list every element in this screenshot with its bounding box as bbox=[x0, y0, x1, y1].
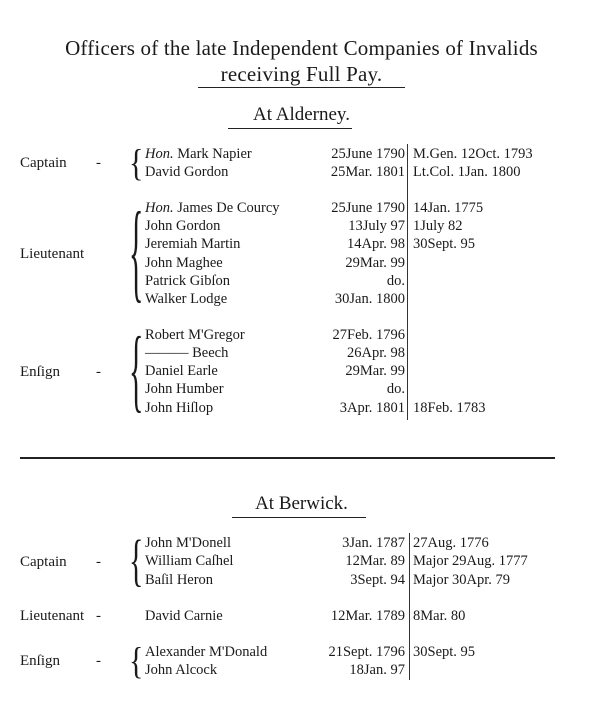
name-text: James De Courcy bbox=[173, 200, 280, 216]
brace-icon: { bbox=[129, 530, 144, 593]
commission-date: 26Apr. 98 bbox=[347, 345, 405, 361]
rank-dash: - bbox=[96, 155, 101, 171]
commission-date: 29Mar. 99 bbox=[345, 255, 405, 271]
officer-name bbox=[145, 327, 245, 344]
rank-label: Enſign bbox=[20, 653, 60, 669]
army-rank-date: 27Aug. 1776 bbox=[413, 535, 489, 551]
name-text: John Gordon bbox=[145, 218, 221, 234]
officer-name bbox=[145, 381, 224, 398]
section-heading-alderney: At Alderney. bbox=[253, 104, 350, 125]
rank-label: Enſign bbox=[20, 363, 60, 380]
name-text: Walker Lodge bbox=[145, 291, 228, 307]
rank-label: Captain bbox=[20, 155, 67, 171]
commission-date: 27Feb. 1796 bbox=[332, 327, 405, 343]
name-prefix: Hon. bbox=[145, 146, 174, 162]
name-text: Alexander M'Donald bbox=[145, 644, 268, 660]
name-text: William Caſhel bbox=[145, 553, 234, 569]
commission-date: 25Mar. 1801 bbox=[330, 164, 405, 180]
army-rank-date: M.Gen. 12Oct. 1793 bbox=[413, 146, 533, 162]
name-text: John Maghee bbox=[145, 255, 223, 271]
officer-name bbox=[145, 200, 280, 217]
officer-name bbox=[145, 291, 227, 308]
commission-date: 30Jan. 1800 bbox=[334, 291, 405, 307]
section-underline-berwick bbox=[232, 517, 366, 518]
army-rank-date: 14Jan. 1775 bbox=[413, 200, 484, 216]
commission-date: 12Mar. 1789 bbox=[330, 608, 405, 624]
rank-dash: - bbox=[96, 553, 101, 570]
commission-date: do. bbox=[386, 381, 405, 397]
commission-date: 3Jan. 1787 bbox=[342, 535, 405, 551]
section-heading-berwick: At Berwick. bbox=[255, 493, 348, 514]
commission-date: 12Mar. 89 bbox=[345, 553, 405, 569]
officer-name bbox=[145, 553, 233, 570]
commission-date: 25June 1790 bbox=[331, 146, 405, 162]
name-text: John Humber bbox=[145, 381, 224, 397]
officer-name bbox=[145, 273, 230, 290]
army-rank-date: Lt.Col. 1Jan. 1800 bbox=[413, 164, 521, 180]
officer-name bbox=[145, 572, 213, 589]
army-rank-date: 30Sept. 95 bbox=[413, 236, 476, 252]
commission-date: 3Apr. 1801 bbox=[339, 400, 405, 416]
page-title: Officers of the late Independent Companies of Invalids bbox=[65, 36, 538, 60]
page-subtitle: receiving Full Pay. bbox=[220, 62, 383, 86]
name-text: John Hiſlop bbox=[145, 400, 214, 416]
name-text: ——— Beech bbox=[145, 345, 229, 361]
rank-dash: - bbox=[96, 608, 101, 624]
name-text: John M'Donell bbox=[145, 535, 231, 551]
column-rule bbox=[407, 144, 408, 420]
name-text: Patrick Gibſon bbox=[145, 273, 230, 289]
officer-name bbox=[145, 146, 252, 163]
commission-date: 18Jan. 97 bbox=[349, 662, 405, 678]
name-text: Robert M'Gregor bbox=[145, 327, 245, 343]
army-rank-date: 18Feb. 1783 bbox=[413, 400, 486, 416]
rank-label: Captain bbox=[20, 553, 67, 570]
commission-date: 3Sept. 94 bbox=[350, 572, 405, 588]
officer-name bbox=[145, 363, 218, 380]
commission-date: 21Sept. 1796 bbox=[328, 644, 405, 660]
officer-name bbox=[145, 608, 223, 625]
officer-name bbox=[145, 236, 240, 253]
rank-dash: - bbox=[96, 363, 101, 380]
section-divider bbox=[20, 457, 555, 459]
officer-name bbox=[145, 345, 228, 362]
rank-label: Lieutenant bbox=[20, 245, 85, 262]
name-text: Daniel Earle bbox=[145, 363, 218, 379]
officer-name bbox=[145, 255, 223, 272]
name-text: John Alcock bbox=[145, 662, 218, 678]
brace-icon: { bbox=[129, 640, 144, 683]
rank-dash: - bbox=[96, 653, 101, 669]
commission-date: 25June 1790 bbox=[331, 200, 405, 216]
name-prefix: Hon. bbox=[145, 200, 174, 216]
army-rank-date: 30Sept. 95 bbox=[413, 644, 476, 660]
army-rank-date: 1July 82 bbox=[413, 218, 463, 234]
army-rank-date: 8Mar. 80 bbox=[413, 608, 466, 624]
name-text: Jeremiah Martin bbox=[145, 236, 241, 252]
name-text: Baſil Heron bbox=[145, 572, 214, 588]
name-text: David Gordon bbox=[145, 164, 229, 180]
rank-label: Lieutenant bbox=[20, 608, 85, 624]
officer-name bbox=[145, 400, 213, 417]
officer-name bbox=[145, 535, 231, 552]
army-rank-date: Major 29Aug. 1777 bbox=[413, 553, 528, 569]
name-text: Mark Napier bbox=[173, 146, 252, 162]
commission-date: 13July 97 bbox=[348, 218, 405, 234]
commission-date: 14Apr. 98 bbox=[347, 236, 405, 252]
officer-name bbox=[145, 644, 267, 661]
army-rank-date: Major 30Apr. 79 bbox=[413, 572, 511, 588]
name-text: David Carnie bbox=[145, 608, 223, 624]
title-underline bbox=[198, 87, 405, 88]
officer-name bbox=[145, 662, 217, 679]
section-underline-alderney bbox=[228, 128, 352, 129]
brace-icon: { bbox=[129, 319, 144, 423]
officer-name bbox=[145, 164, 228, 181]
commission-date: 29Mar. 99 bbox=[345, 363, 405, 379]
brace-icon: { bbox=[129, 142, 144, 185]
column-rule bbox=[409, 533, 410, 680]
officer-name bbox=[145, 218, 220, 235]
brace-icon: { bbox=[129, 191, 144, 314]
commission-date: do. bbox=[386, 273, 405, 289]
